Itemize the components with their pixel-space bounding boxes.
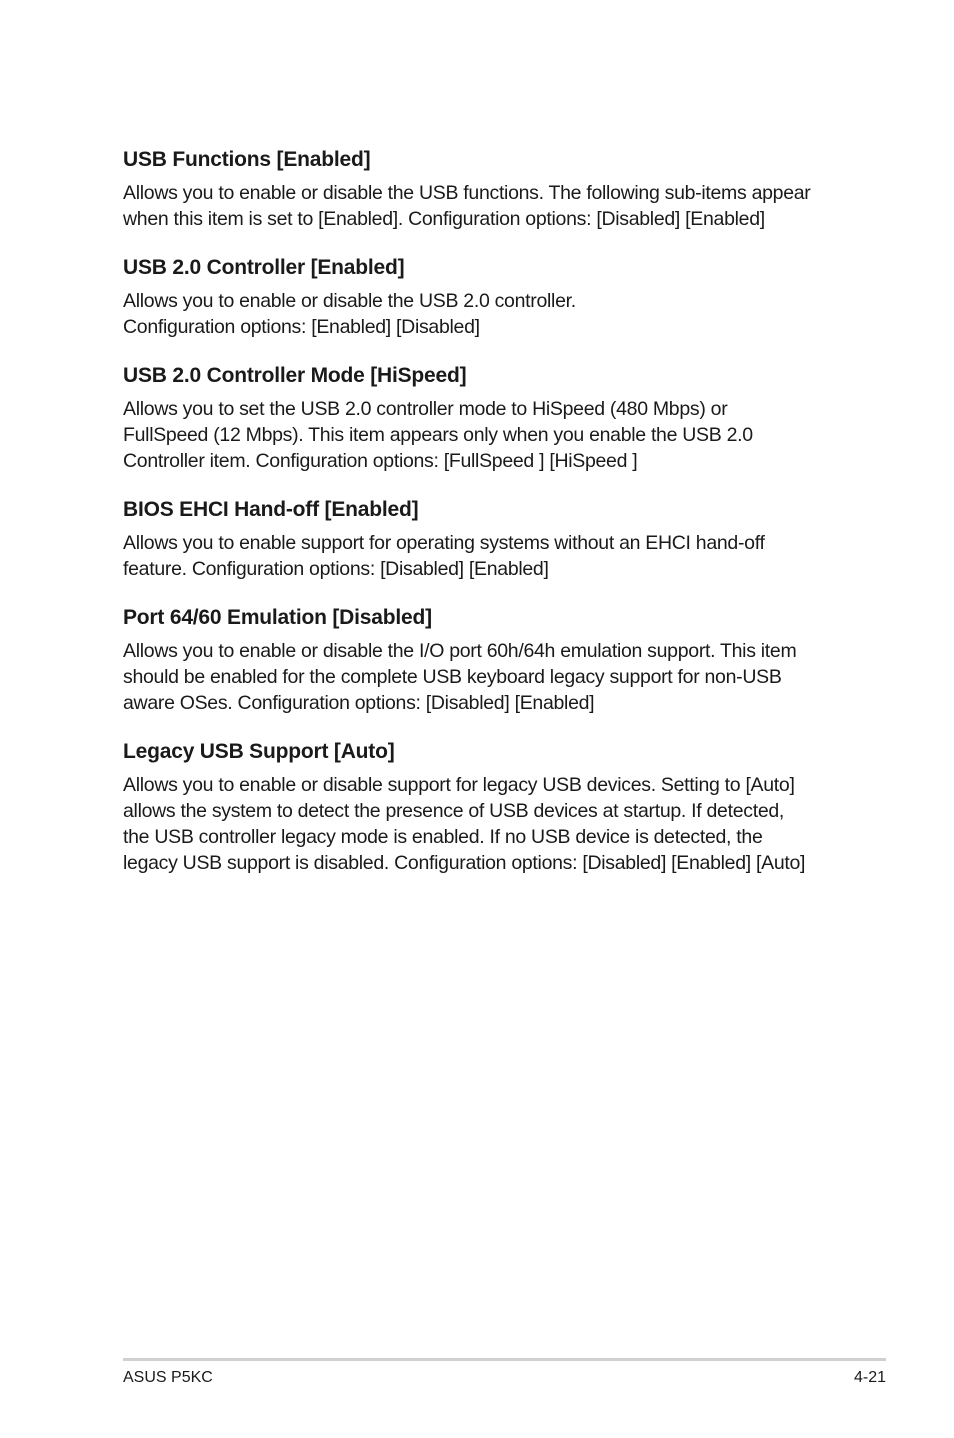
section-body [123,288,843,340]
body-line: when this item is set to [Enabled]. Configuration options: [Disabled] [Enabled] [123,208,765,230]
footer-divider [123,1358,886,1361]
body-line: Allows you to set the USB 2.0 controller mode to HiSpeed (480 Mbps) or [123,398,728,420]
body-line: FullSpeed (12 Mbps). This item appears only when you enable the USB 2.0 [123,424,753,446]
section-title: USB Functions [Enabled] [123,148,371,171]
body-line: Allows you to enable or disable the USB functions. The following sub-items appear [123,182,811,204]
body-line: aware OSes. Configuration options: [Disabled] [Enabled] [123,692,595,714]
body-line: Controller item. Configuration options: [FullSpeed ] [HiSpeed ] [123,450,638,472]
body-line: should be enabled for the complete USB keyboard legacy support for non-USB [123,666,782,688]
body-line: legacy USB support is disabled. Configuration options: [Disabled] [Enabled] [Auto] [123,852,806,874]
body-line: allows the system to detect the presence of USB devices at startup. If detected, [123,800,785,822]
document-content [123,146,843,898]
section-usb20-controller [123,254,843,340]
section-body [123,530,843,582]
body-line: the USB controller legacy mode is enabled. If no USB device is detected, the [123,826,763,848]
section-port-emulation [123,604,843,716]
footer-page-number: 4-21 [853,1369,886,1386]
body-line: feature. Configuration options: [Disabled] [Enabled] [123,558,549,580]
body-line: Configuration options: [Enabled] [Disabled] [123,316,480,338]
section-usb20-controller-mode [123,362,843,474]
section-title: BIOS EHCI Hand-off [Enabled] [123,498,419,521]
section-title: Port 64/60 Emulation [Disabled] [123,606,432,629]
body-line: Allows you to enable or disable the USB 2.0 controller. [123,290,576,312]
section-body [123,772,843,876]
section-title: USB 2.0 Controller [Enabled] [123,256,405,279]
section-legacy-usb-support [123,738,843,876]
body-line: Allows you to enable support for operating systems without an EHCI hand-off [123,532,765,554]
section-body [123,180,843,232]
section-body [123,396,843,474]
body-line: Allows you to enable or disable the I/O port 60h/64h emulation support. This item [123,640,797,662]
section-title: Legacy USB Support [Auto] [123,740,395,763]
section-usb-functions [123,146,843,232]
footer-product-name: ASUS P5KC [123,1369,213,1386]
section-body [123,638,843,716]
body-line: Allows you to enable or disable support for legacy USB devices. Setting to [Auto] [123,774,795,796]
section-title: USB 2.0 Controller Mode [HiSpeed] [123,364,467,387]
section-bios-ehci-handoff [123,496,843,582]
